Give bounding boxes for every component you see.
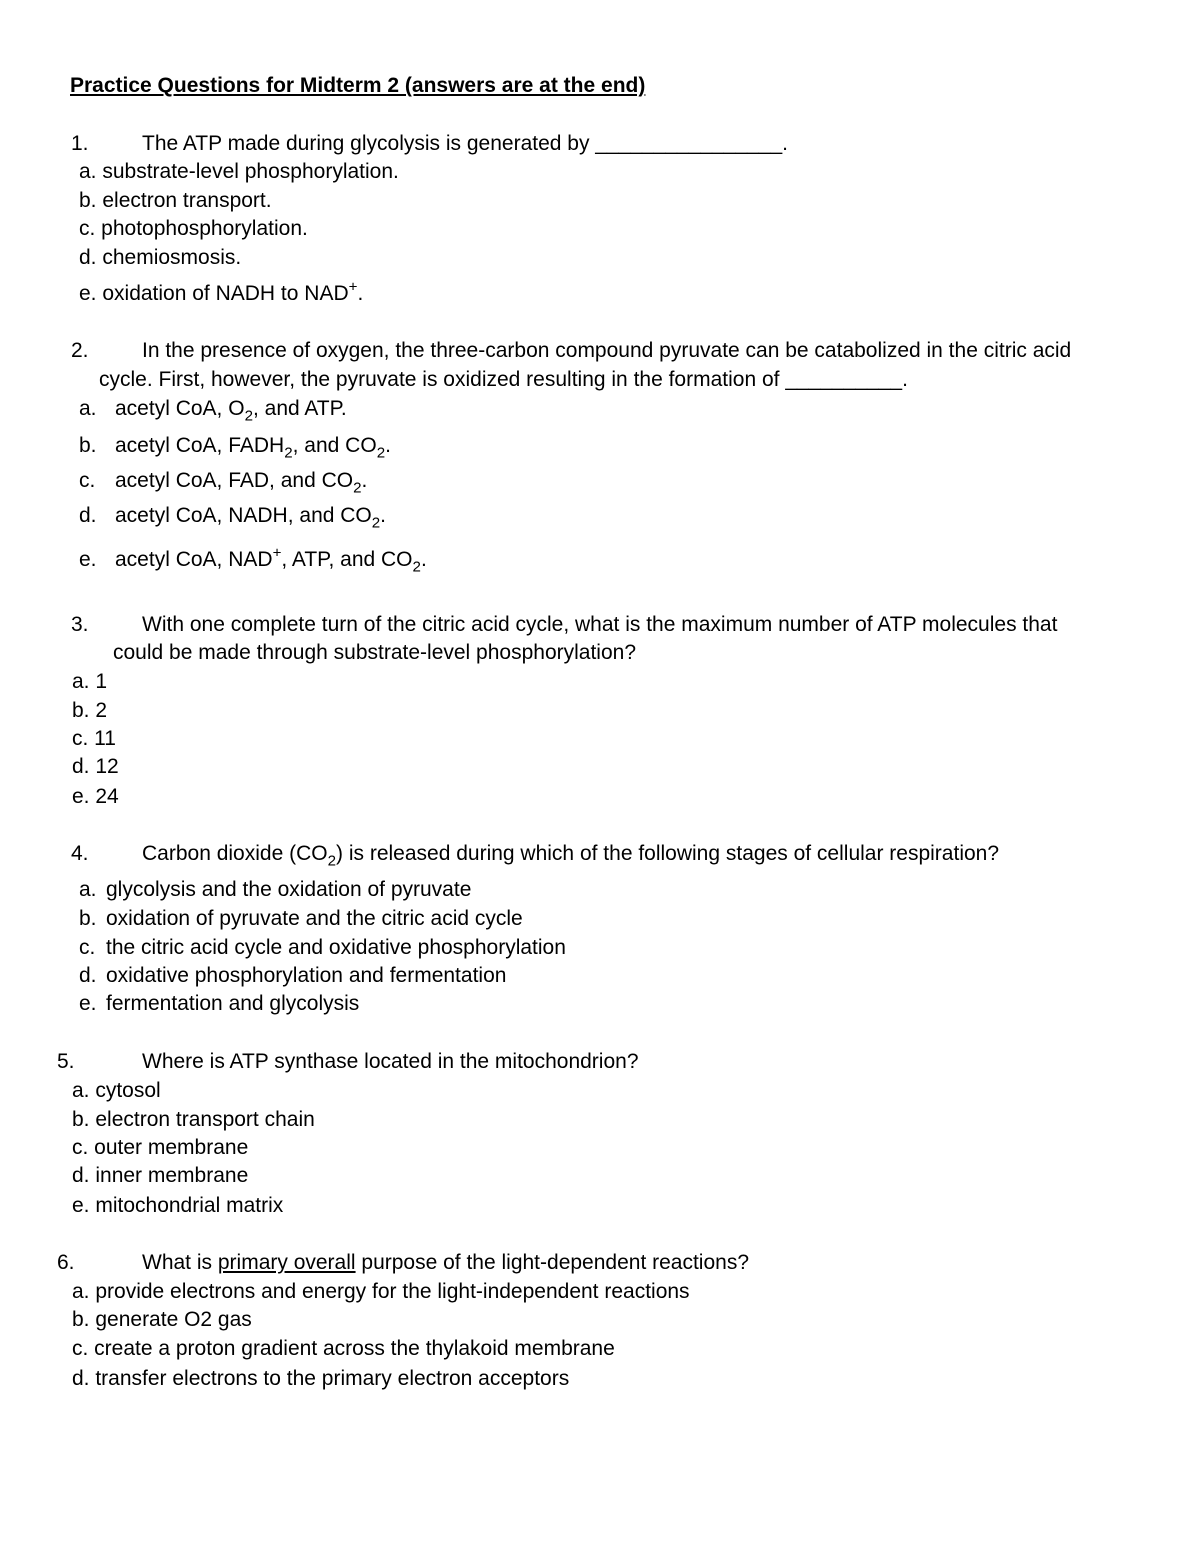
option-1d: d. chemiosmosis. xyxy=(79,246,242,269)
option-1e xyxy=(79,280,363,308)
option-5d: d. inner membrane xyxy=(72,1164,249,1187)
option-text-mid: , and CO xyxy=(292,434,377,457)
option-4e xyxy=(79,990,359,1018)
option-6a: a. provide electrons and energy for the light-independent reactions xyxy=(72,1280,690,1303)
subscript: 2 xyxy=(353,479,362,497)
question-2-line-2: cycle. First, however, the pyruvate is oxidized resulting in the formation of __________. xyxy=(99,368,908,391)
subscript: 2 xyxy=(244,407,253,425)
option-text: glycolysis and the oxidation of pyruvate xyxy=(106,878,472,901)
option-6c: c. create a proton gradient across the thylakoid membrane xyxy=(72,1337,615,1360)
page-title: Practice Questions for Midterm 2 (answers are at the end) xyxy=(70,74,646,97)
option-4d xyxy=(79,962,506,990)
option-text: e. oxidation of NADH to NAD xyxy=(79,282,349,305)
option-text: acetyl CoA, O xyxy=(115,397,245,420)
option-letter: c. xyxy=(79,469,96,492)
question-text: Where is ATP synthase located in the mitochondrion? xyxy=(142,1050,639,1073)
option-letter: d. xyxy=(79,964,97,987)
question-text-end: purpose of the light-dependent reactions? xyxy=(355,1251,750,1274)
emphasis-underlined: primary overall xyxy=(217,1251,356,1274)
option-text: oxidation of pyruvate and the citric acid cycle xyxy=(106,907,523,930)
option-5e: e. mitochondrial matrix xyxy=(72,1194,284,1217)
option-text-end: . xyxy=(385,434,391,457)
option-5a: a. cytosol xyxy=(72,1079,161,1102)
question-3-line-2: could be made through substrate-level phosphorylation? xyxy=(113,641,637,664)
question-text: The ATP made during glycolysis is generated by ________________. xyxy=(142,132,788,155)
superscript: + xyxy=(348,278,358,296)
option-text-end: , and ATP. xyxy=(252,397,347,420)
question-5 xyxy=(57,1048,639,1076)
question-text-line-1: With one complete turn of the citric acid cycle, what is the maximum number of ATP molecules that xyxy=(142,613,1058,636)
option-letter: c. xyxy=(79,936,96,959)
question-text: Carbon dioxide (CO xyxy=(142,842,328,865)
option-text: acetyl CoA, NADH, and CO xyxy=(115,504,372,527)
option-letter: b. xyxy=(79,434,97,457)
option-3a: a. 1 xyxy=(72,670,108,693)
option-letter: b. xyxy=(79,907,97,930)
option-text: acetyl CoA, FAD, and CO xyxy=(115,469,354,492)
option-2c xyxy=(79,467,367,495)
option-text-mid: , ATP, and CO xyxy=(281,548,413,571)
option-4a xyxy=(79,876,471,904)
option-1c: c. photophosphorylation. xyxy=(79,217,308,240)
option-1a: a. substrate-level phosphorylation. xyxy=(79,160,399,183)
question-text-line-1: In the presence of oxygen, the three-carbon compound pyruvate can be catabolized in the citric acid xyxy=(142,339,1072,362)
option-letter: a. xyxy=(79,397,97,420)
option-text: oxidative phosphorylation and fermentation xyxy=(106,964,507,987)
option-2d xyxy=(79,502,386,530)
option-letter: e. xyxy=(79,548,97,571)
question-number: 2. xyxy=(71,339,89,362)
question-number: 3. xyxy=(71,613,89,636)
superscript: + xyxy=(272,544,282,562)
option-5c: c. outer membrane xyxy=(72,1136,249,1159)
question-6 xyxy=(57,1249,749,1277)
option-5b: b. electron transport chain xyxy=(72,1108,315,1131)
option-4b xyxy=(79,905,523,933)
option-2a xyxy=(79,395,347,423)
option-text-end: . xyxy=(357,282,364,305)
subscript: 2 xyxy=(412,558,421,576)
option-text: acetyl CoA, FADH xyxy=(115,434,285,457)
option-letter: e. xyxy=(79,992,97,1015)
option-text-end: . xyxy=(361,469,368,492)
question-text: What is xyxy=(142,1251,218,1274)
option-2b xyxy=(79,432,391,460)
question-number: 1. xyxy=(71,132,89,155)
question-2 xyxy=(71,337,1071,365)
option-3d: d. 12 xyxy=(72,755,119,778)
option-text: fermentation and glycolysis xyxy=(106,992,360,1015)
option-1b: b. electron transport. xyxy=(79,189,272,212)
option-text: acetyl CoA, NAD xyxy=(115,548,273,571)
option-3c: c. 11 xyxy=(72,727,116,750)
option-text-end: . xyxy=(380,504,387,527)
option-letter: d. xyxy=(79,504,97,527)
question-4 xyxy=(71,840,999,868)
question-text-end: ) is released during which of the following stages of cellular respiration? xyxy=(336,842,1000,865)
option-4c xyxy=(79,934,566,962)
question-number: 6. xyxy=(57,1251,75,1274)
subscript: 2 xyxy=(371,514,381,532)
question-number: 5. xyxy=(57,1050,75,1073)
question-1 xyxy=(71,130,788,158)
option-6b: b. generate O2 gas xyxy=(72,1308,252,1331)
subscript: 2 xyxy=(376,444,386,462)
option-6d: d. transfer electrons to the primary electron acceptors xyxy=(72,1367,570,1390)
subscript: 2 xyxy=(284,444,293,462)
subscript: 2 xyxy=(327,852,336,870)
option-text: the citric acid cycle and oxidative phosphorylation xyxy=(106,936,566,959)
question-number: 4. xyxy=(71,842,89,865)
option-text-end: . xyxy=(420,548,427,571)
option-2e xyxy=(79,546,427,574)
question-3 xyxy=(71,611,1057,639)
option-letter: a. xyxy=(79,878,97,901)
option-3e: e. 24 xyxy=(72,785,119,808)
option-3b: b. 2 xyxy=(72,699,108,722)
